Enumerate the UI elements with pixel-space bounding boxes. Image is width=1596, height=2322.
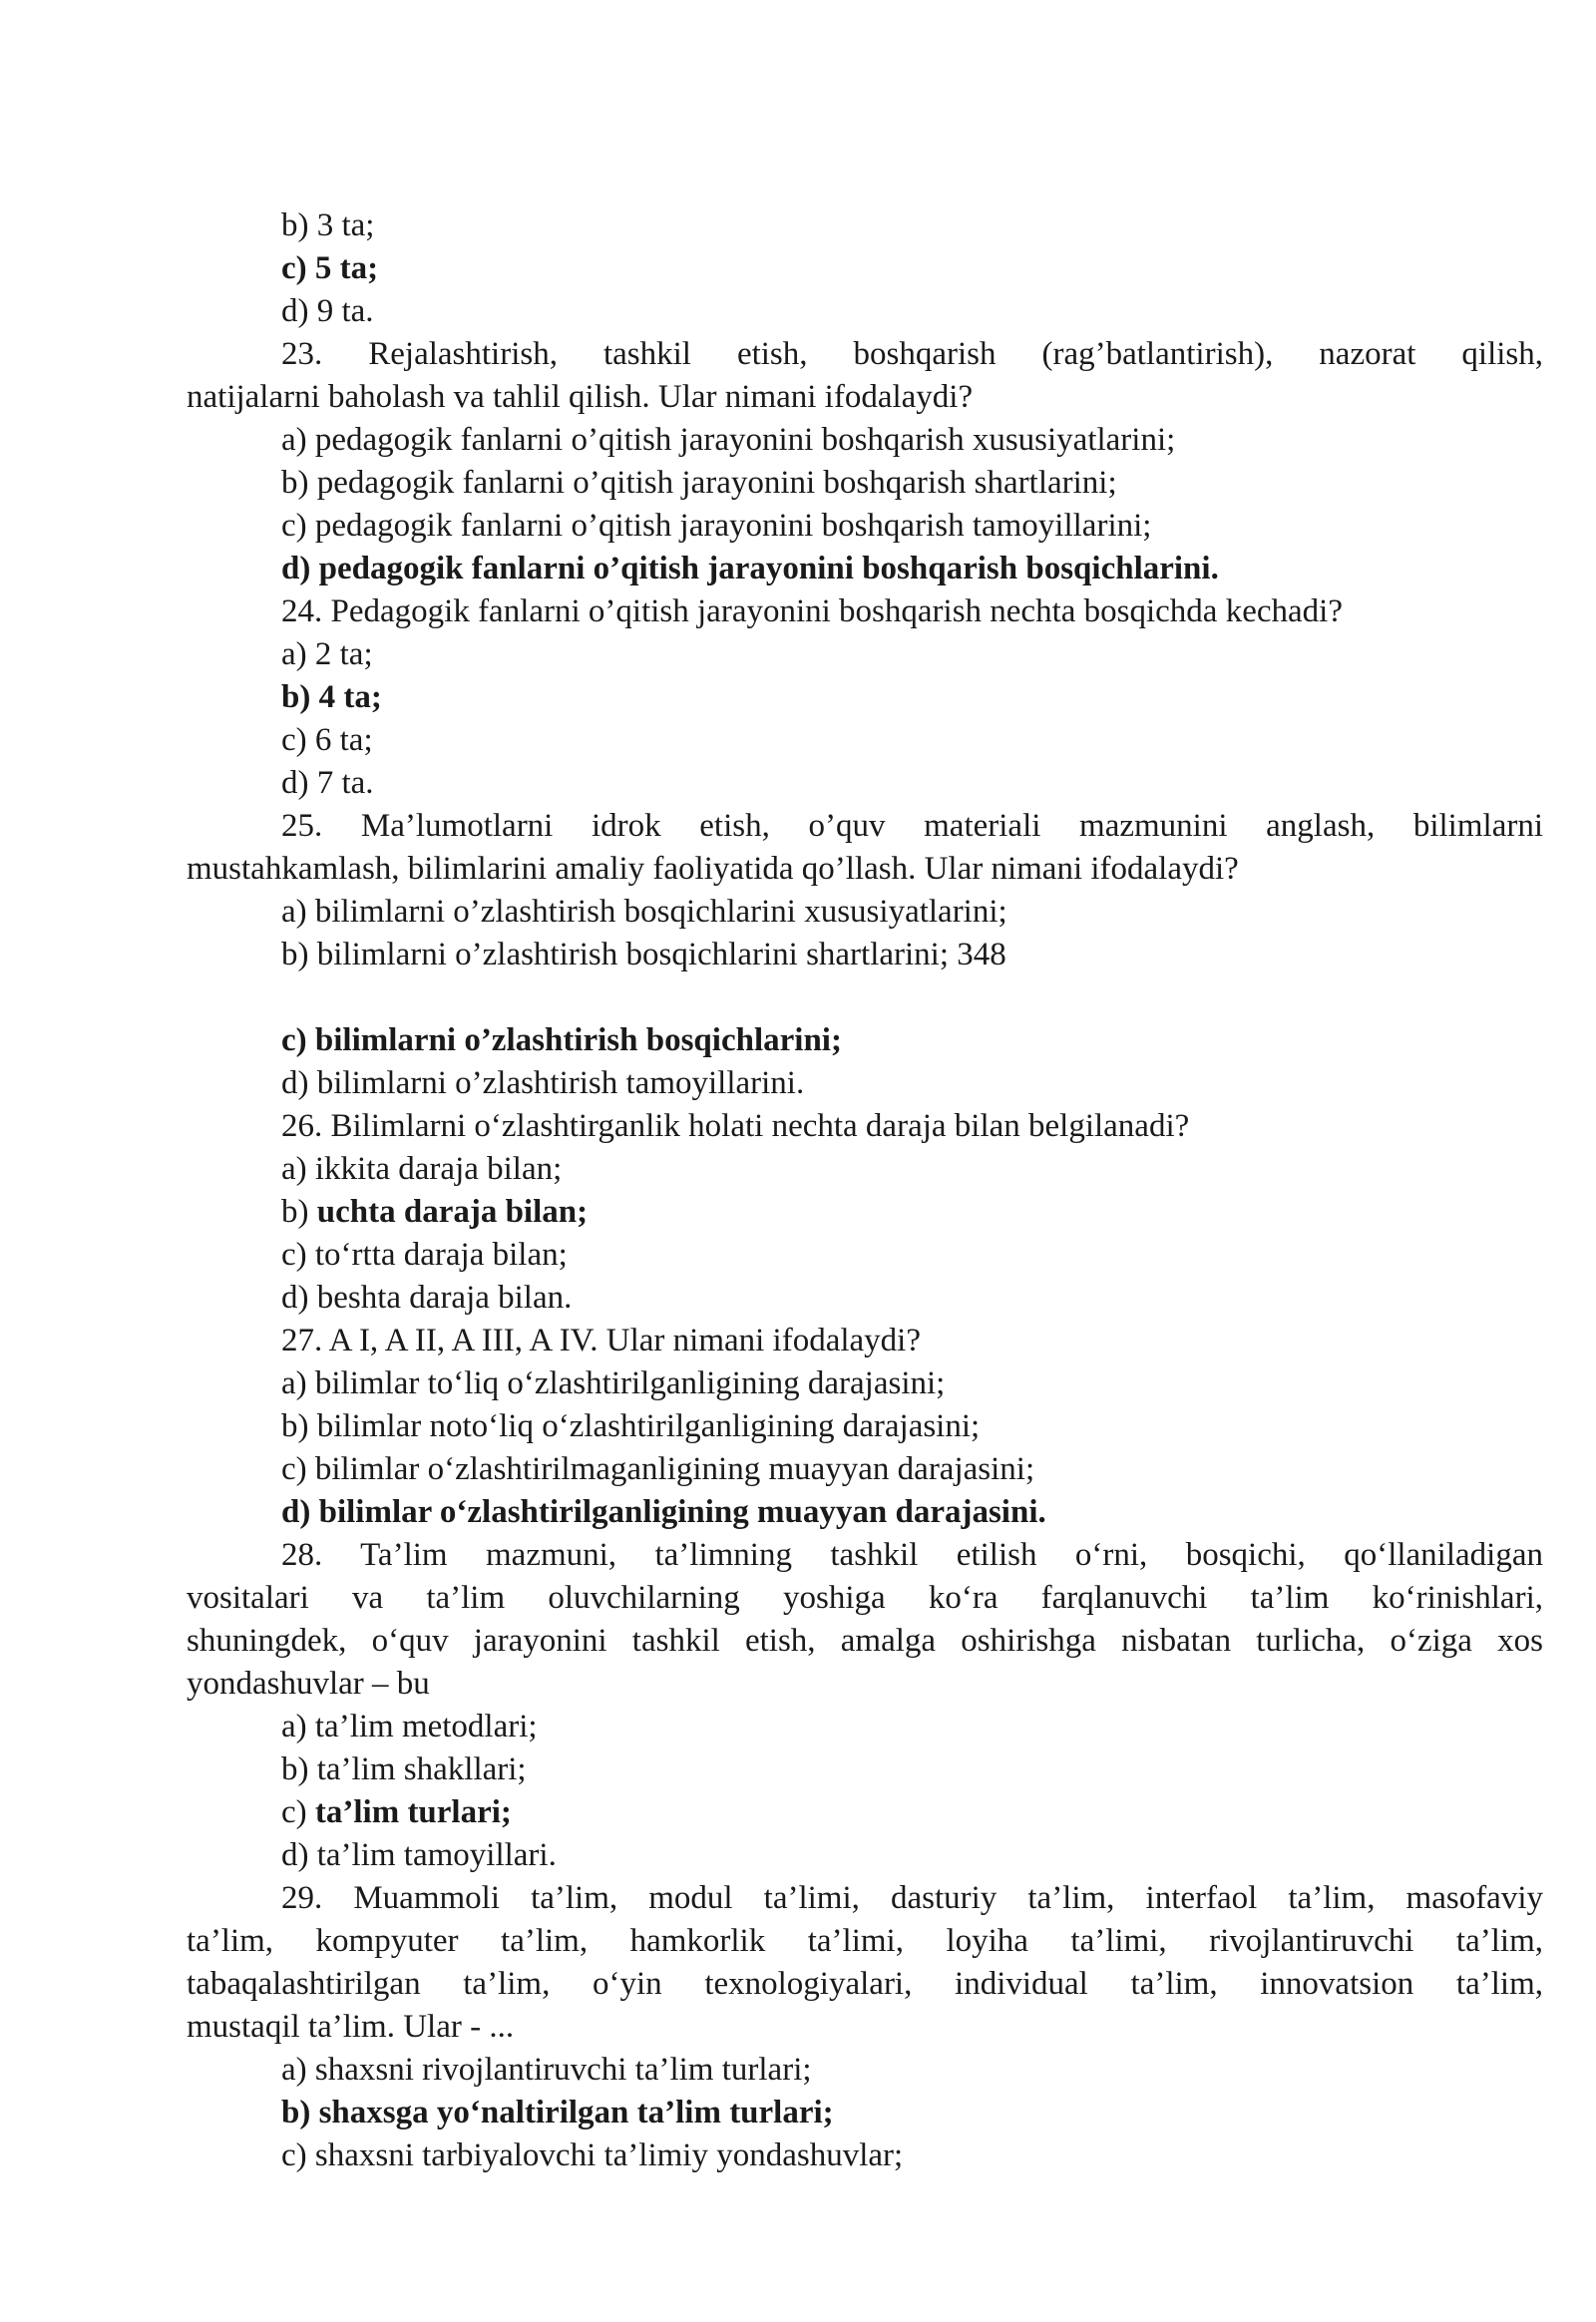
answer-option: b) bilimlar noto‘liq o‘zlashtirilganligining darajasini;: [281, 1408, 981, 1444]
answer-option: d) ta’lim tamoyillari.: [281, 1837, 557, 1873]
question-text-block: [187, 204, 1543, 2177]
question-26-text: 26. Bilimlarni o‘zlashtirganlik holati nechta daraja bilan belgilanadi?: [281, 1108, 1190, 1144]
correct-answer-text: ta’lim turlari;: [314, 1794, 512, 1830]
answer-option: c) 6 ta;: [281, 722, 373, 758]
answer-option-with-page-number: b) bilimlarni o’zlashtirish bosqichlarini shartlarini; 348: [281, 937, 1006, 972]
answer-option: a) ikkita daraja bilan;: [281, 1151, 563, 1187]
question-23-text-continued: natijalarni baholash va tahlil qilish. Ular nimani ifodalaydi?: [187, 379, 974, 415]
answer-option: a) bilimlar to‘liq o‘zlashtirilganligining darajasini;: [281, 1365, 946, 1401]
answer-option: a) shaxsni rivojlantiruvchi ta’lim turlari;: [281, 2052, 812, 2088]
question-27-text: 27. A I, A II, A III, A IV. Ular nimani ifodalaydi?: [281, 1323, 921, 1358]
answer-option: d) bilimlarni o’zlashtirish tamoyillarini.: [281, 1065, 805, 1101]
correct-answer-option: b) 4 ta;: [281, 679, 382, 715]
answer-option: a) bilimlarni o’zlashtirish bosqichlarini xususiyatlarini;: [281, 894, 1007, 930]
answer-option: d) 7 ta.: [281, 765, 374, 801]
question-29-text: 29. Muammoli ta’lim, modul ta’limi, dasturiy ta’lim, interfaol ta’lim, masofaviy: [281, 1880, 1543, 1916]
answer-option: b) 3 ta;: [281, 207, 375, 243]
correct-answer-option: d) pedagogik fanlarni o’qitish jarayonini boshqarish bosqichlarini.: [281, 551, 1219, 586]
correct-answer-text: uchta daraja bilan;: [316, 1194, 589, 1230]
question-29-text-continued: mustaqil ta’lim. Ular - ...: [187, 2009, 515, 2045]
question-28-text-continued: vositalari va ta’lim oluvchilarning yoshiga ko‘ra farqlanuvchi ta’lim ko‘rinishlari,: [187, 1580, 1543, 1616]
answer-option: b) ta’lim shakllari;: [281, 1751, 527, 1787]
question-25-text-continued: mustahkamlash, bilimlarini amaliy faoliyatida qo’llash. Ular nimani ifodalaydi?: [187, 851, 1239, 887]
answer-option: c) to‘rtta daraja bilan;: [281, 1237, 568, 1273]
answer-option: a) ta’lim metodlari;: [281, 1709, 538, 1744]
question-25-text: 25. Ma’lumotlarni idrok etish, o’quv materiali mazmunini anglash, bilimlarni: [281, 808, 1543, 844]
question-24-text: 24. Pedagogik fanlarni o’qitish jarayonini boshqarish nechta bosqichda kechadi?: [281, 593, 1343, 629]
answer-option: c) shaxsni tarbiyalovchi ta’limiy yondashuvlar;: [281, 2137, 904, 2173]
correct-answer-option: [187, 1191, 1543, 1234]
answer-letter: b): [281, 1194, 317, 1230]
question-29-text-continued: tabaqalashtirilgan ta’lim, o‘yin texnologiyalari, individual ta’lim, innovatsion ta’lim,: [187, 1966, 1543, 2002]
answer-option: a) 2 ta;: [281, 636, 373, 672]
answer-option: d) beshta daraja bilan.: [281, 1280, 573, 1316]
question-28-text-continued: yondashuvlar – bu: [187, 1666, 430, 1702]
correct-answer-option: d) bilimlar o‘zlashtirilganligining muayyan darajasini.: [281, 1494, 1046, 1530]
answer-option: c) pedagogik fanlarni o’qitish jarayonini boshqarish tamoyillarini;: [281, 508, 1152, 544]
correct-answer-option: [187, 1791, 1543, 1834]
correct-answer-option: c) bilimlarni o’zlashtirish bosqichlarini;: [281, 1022, 842, 1058]
correct-answer-option: b) shaxsga yo‘naltirilgan ta’lim turlari;: [281, 2095, 834, 2130]
correct-answer-option: c) 5 ta;: [281, 250, 379, 286]
answer-option: c) bilimlar o‘zlashtirilmaganligining muayyan darajasini;: [281, 1451, 1035, 1487]
answer-option: b) pedagogik fanlarni o’qitish jarayonini boshqarish shartlarini;: [281, 465, 1117, 501]
question-29-text-continued: ta’lim, kompyuter ta’lim, hamkorlik ta’limi, loyiha ta’limi, rivojlantiruvchi ta’lim,: [187, 1923, 1543, 1959]
answer-option: a) pedagogik fanlarni o’qitish jarayonini boshqarish xususiyatlarini;: [281, 422, 1176, 458]
answer-letter: c): [281, 1794, 315, 1830]
page-break-gap: [187, 976, 1543, 1019]
question-23-text: 23. Rejalashtirish, tashkil etish, boshqarish (rag’batlantirish), nazorat qilish,: [281, 336, 1543, 372]
question-28-text-continued: shuningdek, o‘quv jarayonini tashkil etish, amalga oshirishga nisbatan turlicha, o‘ziga xos: [187, 1623, 1543, 1659]
question-28-text: 28. Ta’lim mazmuni, ta’limning tashkil etilish o‘rni, bosqichi, qo‘llaniladigan: [281, 1537, 1543, 1573]
answer-option: d) 9 ta.: [281, 293, 374, 329]
